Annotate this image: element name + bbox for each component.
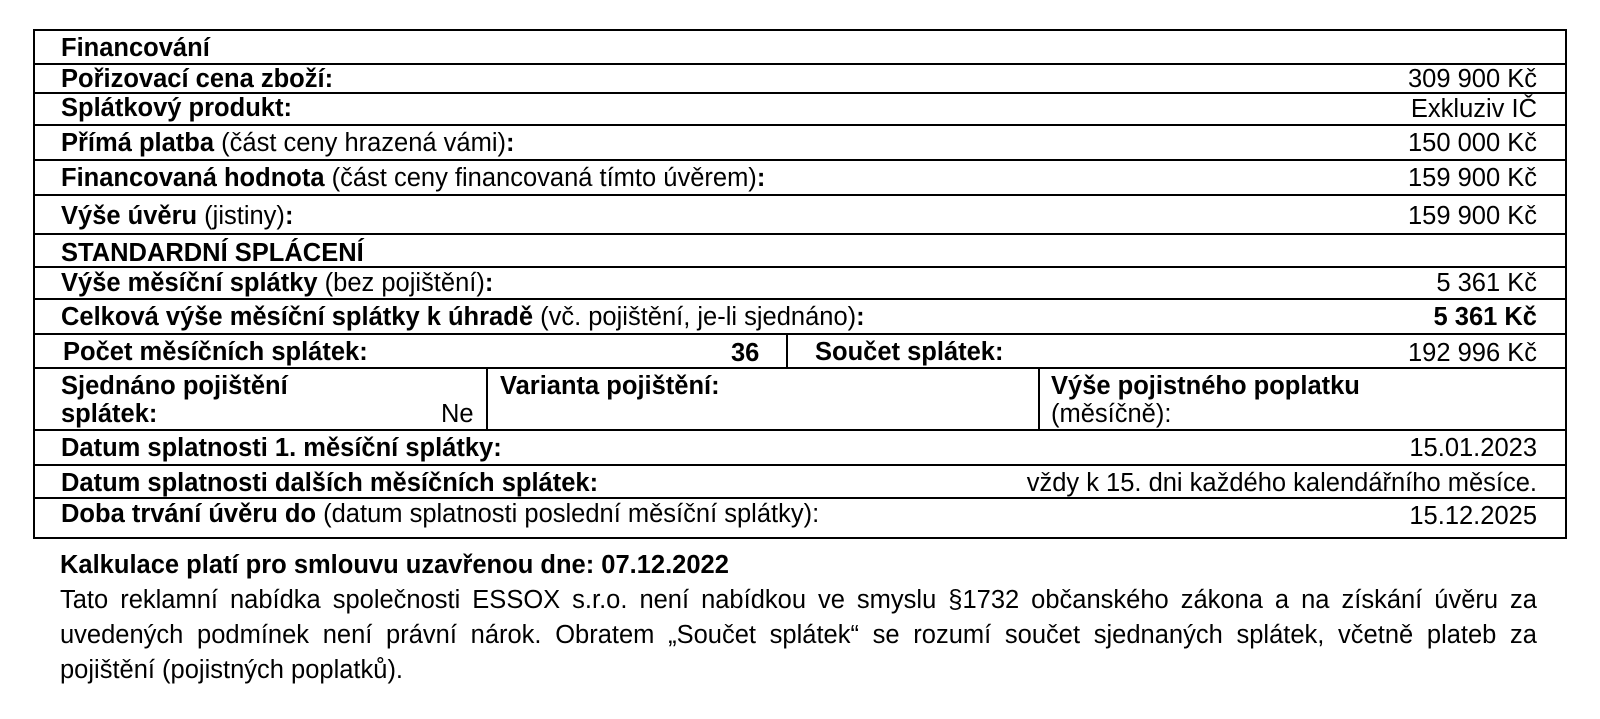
installment-sum-label: Součet splátek:: [815, 338, 1004, 366]
footer-text: [60, 548, 1537, 688]
loan-amount-value: 159 900 Kč: [1407, 202, 1537, 230]
product-value: Exkluziv IČ: [1410, 95, 1537, 123]
insurance-fee-label-line2: (měsíčně):: [1051, 400, 1172, 428]
installment-sum-value: 192 996 Kč: [1407, 339, 1537, 367]
insurance-row: [35, 367, 1565, 429]
insurance-agreed-label-line2: splátek:: [61, 400, 158, 428]
next-due-value: vždy k 15. dni každého kalendářního měsíce.: [1026, 469, 1537, 497]
monthly-installment-row: [35, 266, 1565, 298]
monthly-installment-value: 5 361 Kč: [1436, 269, 1537, 297]
financing-section-row: [35, 31, 1565, 63]
installment-count-value: 36: [731, 339, 760, 367]
disclaimer-paragraph: Tato reklamní nabídka společnosti ESSOX s.r.o. není nabídkou ve smyslu §1732 občanského zákona a na získání úvěru za uvedených podmínek není právní nárok. Obratem „Součet splátek“ se rozumí součet sjednaných splátek, včetně plateb za pojištění (pojistných poplatků).: [60, 586, 1537, 684]
standard-section-row: [35, 233, 1565, 266]
purchase-price-label: Pořizovací cena zboží:: [61, 65, 334, 93]
financed-value-value: 159 900 Kč: [1407, 164, 1537, 192]
total-monthly-row: [35, 298, 1565, 333]
next-due-label: Datum splatnosti dalších měsíčních splátek:: [61, 469, 599, 497]
direct-payment-label: Přímá platba (část ceny hrazená vámi):: [61, 129, 515, 157]
first-due-row: [35, 429, 1565, 464]
insurance-variant-label: Varianta pojištění:: [500, 372, 720, 400]
duration-row: [35, 497, 1565, 537]
duration-value: 15.12.2025: [1409, 502, 1537, 530]
financing-table: [33, 29, 1567, 539]
first-due-label: Datum splatnosti 1. měsíční splátky:: [61, 434, 502, 462]
insurance-agreed-label-line1: Sjednáno pojištění: [61, 372, 288, 400]
monthly-installment-label: Výše měsíční splátky (bez pojištění):: [61, 269, 494, 297]
product-row: [35, 92, 1565, 124]
insurance-divider-1: [486, 369, 488, 429]
first-due-value: 15.01.2023: [1409, 434, 1537, 462]
product-label: Splátkový produkt:: [61, 94, 292, 122]
financed-value-row: [35, 159, 1565, 194]
duration-label: Doba trvání úvěru do (datum splatnosti poslední měsíční splátky):: [61, 500, 820, 528]
insurance-divider-2: [1038, 369, 1040, 429]
next-due-row: [35, 464, 1565, 497]
financing-section-title: Financování: [61, 34, 210, 62]
total-monthly-value: 5 361 Kč: [1433, 303, 1537, 331]
direct-payment-row: [35, 124, 1565, 159]
calculation-valid-date: Kalkulace platí pro smlouvu uzavřenou dne: 07.12.2022: [60, 551, 729, 579]
financed-value-label: Financovaná hodnota (část ceny financovaná tímto úvěrem):: [61, 164, 766, 192]
installment-count-label: Počet měsíčních splátek:: [63, 338, 368, 366]
insurance-agreed-value: Ne: [441, 400, 474, 428]
purchase-price-row: [35, 63, 1565, 92]
total-monthly-label: Celková výše měsíční splátky k úhradě (vč. pojištění, je-li sjednáno):: [61, 303, 865, 331]
count-sum-divider: [786, 335, 788, 367]
loan-amount-label: Výše úvěru (jistiny):: [61, 202, 294, 230]
count-sum-row: [35, 333, 1565, 367]
insurance-fee-label-line1: Výše pojistného poplatku: [1051, 372, 1360, 400]
standard-section-title: STANDARDNÍ SPLÁCENÍ: [61, 239, 364, 267]
direct-payment-value: 150 000 Kč: [1407, 129, 1537, 157]
loan-amount-row: [35, 194, 1565, 233]
purchase-price-value: 309 900 Kč: [1407, 65, 1537, 93]
